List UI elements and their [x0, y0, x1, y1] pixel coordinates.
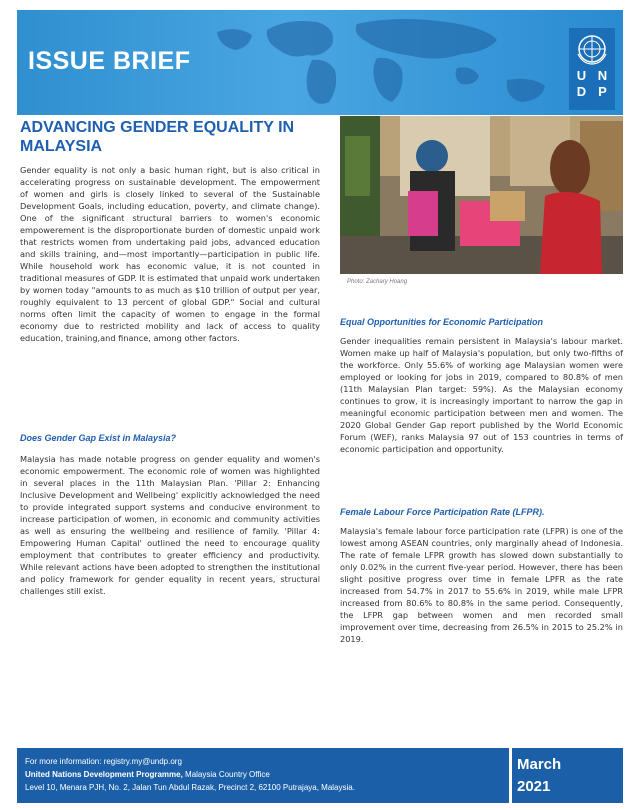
footer-date: [517, 754, 617, 798]
photo-caption: Photo: Zachary Hoang: [347, 279, 408, 285]
footer-address: Level 10, Menara PJH, No. 2, Jalan Tun Abdul Razak, Precinct 2, 62100 Putrajaya, Malaysia.: [25, 783, 355, 792]
footer-month: March: [517, 756, 562, 773]
photo-illustration: [340, 116, 623, 274]
un-emblem-icon: [575, 32, 609, 66]
footer-divider: [509, 748, 512, 803]
footer-org-office: Malaysia Country Office: [182, 770, 270, 779]
footer-org-name: United Nations Development Programme,: [25, 770, 183, 779]
market-photo: [340, 116, 623, 274]
logo-letter: P: [598, 84, 607, 99]
undp-logo: [569, 28, 615, 110]
footer-contact: [25, 755, 505, 794]
lfpr-paragraph: Malaysia's female labour force participation rate (LFPR) is one of the lowest among ASEAN countries, only marginally ahead of Indonesia. The rate of female LFPR growth has slowed down substantially to only 0.02% in the current five-year period. However, there has been slight positive progress over time in female LPFR as the rate increased from 54.7% in 2017 to 55.6% in 2019, while male LFPR increased from 80.6% to 80.8% in the same period. Consequently, the LFPR gap between women and men recorded small improvement over time, decreasing from 26.5% in 2015 to 25.2% in 2019.: [340, 526, 623, 644]
undp-letters: [571, 68, 613, 100]
footer-info-line: For more information: registry.my@undp.org: [25, 757, 182, 766]
section-heading-lfpr: Female Labour Force Participation Rate (LFPR).: [340, 507, 545, 517]
logo-letter: D: [576, 84, 587, 99]
header-banner: [17, 10, 623, 115]
section-heading-gender-gap: Does Gender Gap Exist in Malaysia?: [20, 433, 177, 443]
gender-gap-paragraph: Malaysia has made notable progress on gender equality and women's economic empowerment. The economic role of women was highlighted in several places in the 11th Malaysian Plan. 'Pillar 2: Enhancing Inclusive Development and Wellbeing' explicitly acknowledged the need to provide integrated support systems and conducive environment to increase participation of women, in economic and community activities as well as ensuring the wellbeing and resilience of family. 'Pillar 4: Empowering Human Capital' outlined the need to encourage quality employment that contributes to greater efficiency and productivity. While relevant actions have been adopted to strengthen the institutional and policy framework for gender equality in recent years, structural challenges still exist.: [20, 454, 320, 596]
section-heading-participation: Equal Opportunities for Economic Participation: [340, 317, 544, 327]
footer-year: 2021: [517, 778, 551, 795]
footer-bar: [17, 748, 623, 803]
logo-letter: N: [597, 68, 608, 83]
logo-letter: U: [576, 68, 587, 83]
issue-brief-label: ISSUE BRIEF: [28, 47, 191, 75]
intro-paragraph: Gender equality is not only a basic human right, but is also critical in accelerating progress on sustainable development. The empowerment of women and girls is closely linked to several of the Sustainable Development Goals, including education, poverty, and climate change). One of the significant structural barriers to women's economic empowerement is the disproportionate burden of domestic unpaid work that restricts women from undertaking paid jobs, advanced education and skills training, and—most importantly—participation in public life. While household work has economic value, it is not counted in traditional measures of GDP. It is estimated that unpaid work undertaken by women today "amounts to as much as $10 trillion of output per year, roughly equivalent to 13 percent of global GDP." Social and cultural norms often limit the capacity of women to engage in the formal economy due to restricted mobility and lack of access to quality education, training,and finance, among other factors.: [20, 165, 320, 343]
document-title: ADVANCING GENDER EQUALITY IN MALAYSIA: [20, 119, 295, 155]
footer-org-line: [25, 768, 505, 781]
participation-paragraph: Gender inequalities remain persistent in Malaysia's labour market. Women make up half of Malaysia's population, but only two-fifths of the workforce. Only 55.6% of working age Malaysian women were employed or looking for jobs in 2019, compared to 80.8% of men (11th Malaysian Plan target: 59%). As the Malaysian economy continues to grow, it is increasingly important to narrow the gap in meaningful economic participation between men and women. The 2020 Global Gender Gap report published by the World Economic Forum (WEF), ranks Malaysia 97 out of 153 countries in terms of economic participation and opportunity.: [340, 336, 623, 454]
